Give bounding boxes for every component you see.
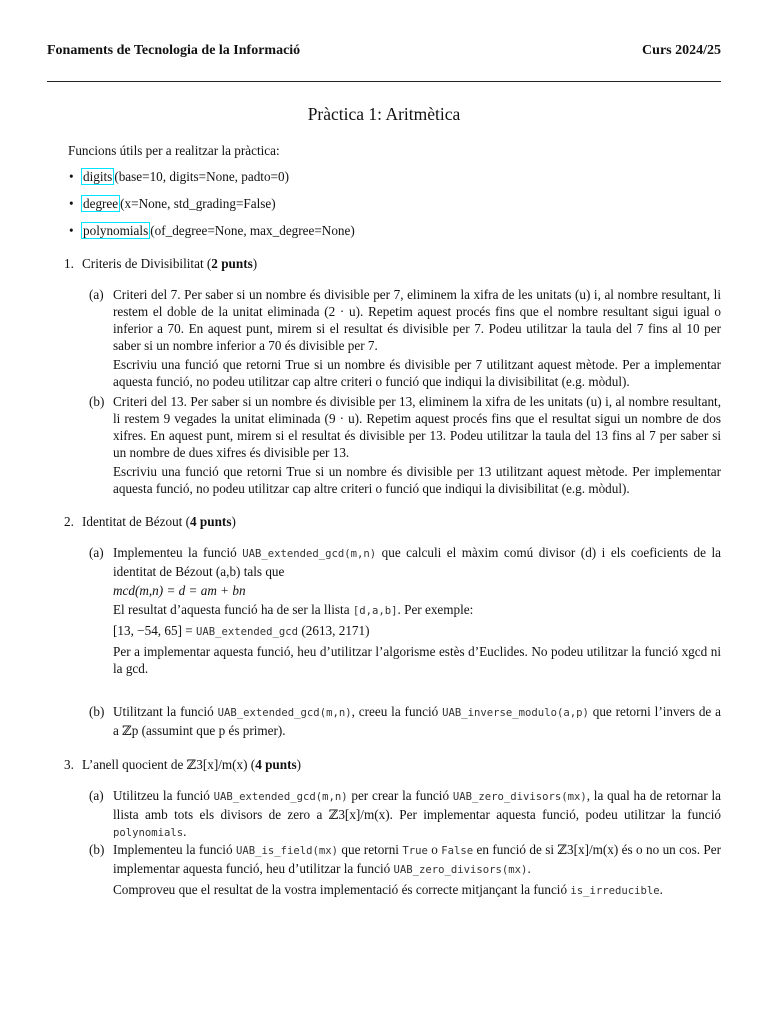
item-paragraph: Implementeu la funció UAB_is_field(mx) que retorni True o False en funció de si ℤ3[x]/m(x) és o no un cos. Per implementar aquesta funció, heu d’utilitzar la funció UAB_zero_divisors(mx).: [113, 842, 721, 876]
equation: [13, −54, 65] = UAB_extended_gcd (2613, 2171): [113, 623, 370, 638]
item-paragraph: Utilitzant la funció UAB_extended_gcd(m,n), creeu la funció UAB_inverse_modulo(a,p) que retorni l’invers de a a ℤp (assumint que p és primer).: [113, 704, 721, 738]
item-label: (a): [89, 788, 104, 803]
page-title: Pràctica 1: Aritmètica: [307, 104, 461, 124]
course-name: Fonaments de Tecnologia de la Informació: [47, 43, 301, 58]
item-label: (a): [89, 545, 104, 560]
function-args: (x=None, std_grading=False): [120, 196, 276, 211]
section-number: 3.: [64, 757, 74, 772]
function-link-digits[interactable]: digits: [83, 169, 113, 184]
header-rule: [47, 81, 721, 82]
item-paragraph: Utilitzeu la funció UAB_extended_gcd(m,n) per crear la funció UAB_zero_divisors(mx), la qual ha de retornar la llista amb tots els divisors de zero a ℤ3[x]/m(x). Per implementar aquesta funció, podeu utilitzar la funció polynomials.: [113, 788, 721, 839]
item-paragraph: Per a implementar aquesta funció, heu d’utilitzar l’algorisme estès d’Euclides. No podeu utilitzar la funció xgcd ni la gcd.: [113, 644, 721, 676]
course-year: Curs 2024/25: [642, 43, 721, 58]
page-header: [47, 42, 721, 64]
section-title: L’anell quocient de ℤ3[x]/m(x) (4 punts): [82, 757, 302, 772]
equation: mcd(m,n) = d = am + bn: [113, 583, 246, 598]
section-number: 1.: [64, 256, 74, 271]
section-title: Identitat de Bézout (4 punts): [82, 514, 236, 529]
section-3-item-b: [89, 841, 721, 902]
function-list: [68, 168, 355, 249]
function-args: (of_degree=None, max_degree=None): [150, 223, 355, 238]
item-paragraph: Criteri del 7. Per saber si un nombre és divisible per 7, eliminem la xifra de les unitats (u) i, al nombre resultant, li restem el doble de la unitat eliminada (2 · u). Repetim aquest procés fins que el nombre resultant sigui igual o inferior a 70. En aquest punt, mirem si el resultat és divisible per 7. Podeu utilitzar la taula del 7 fins al 10 per saber si un nombre inferior a 70 és divisible per 7.: [113, 287, 721, 353]
item-label: (a): [89, 287, 104, 302]
item-paragraph: Criteri del 13. Per saber si un nombre és divisible per 13, eliminem la xifra de les unitats (u) i, al nombre resultant, li restem 9 vegades la unitat eliminada (9 · u). Repetim aquest procés fins que el resultat sigui un nombre de dos xifres. En aquest punt, mirem si el resultat és divisible per 13. Podeu utilitzar la taula del 13 fins al 7 per saber si un nombre de dues xifres és divisible per 13.: [113, 394, 721, 460]
section-1-item-b: [89, 393, 721, 499]
section-2-item-a: [89, 544, 721, 679]
section-3-item-a: [89, 787, 721, 844]
section-1-item-a: [89, 286, 721, 392]
section-2-heading: [64, 513, 721, 530]
function-link-degree[interactable]: degree: [83, 196, 119, 211]
item-paragraph: Comproveu que el resultat de la vostra implementació és correcte mitjançant la funció is_irreducible.: [113, 882, 663, 897]
section-title: Criteris de Divisibilitat (2 punts): [82, 256, 258, 271]
item-paragraph: Escriviu una funció que retorni True si un nombre és divisible per 13 utilitzant aquest mètode. Per implementar aquesta funció, no podeu utilitzar cap altre criteri o funció que indiqui la divisibilitat (e.g. mòdul).: [113, 464, 721, 496]
item-paragraph: El resultat d’aquesta funció ha de ser la llista [d,a,b]. Per exemple:: [113, 602, 474, 617]
function-item: [68, 168, 355, 195]
function-link-polynomials[interactable]: polynomials: [83, 223, 149, 238]
function-item: [68, 222, 355, 249]
intro-text: Funcions útils per a realitzar la pràctica:: [68, 143, 280, 158]
section-2-item-b: [89, 703, 721, 741]
function-args: (base=10, digits=None, padto=0): [114, 169, 289, 184]
section-1-heading: [64, 255, 721, 272]
section-3-heading: [64, 756, 721, 773]
item-paragraph: Escriviu una funció que retorni True si un nombre és divisible per 7 utilitzant aquest mètode. Per a implementar aquesta funció, no podeu utilitzar cap altre criteri o funció que indiqui la divisibilitat (e.g. mòdul).: [113, 357, 721, 389]
item-label: (b): [89, 394, 105, 409]
section-number: 2.: [64, 514, 74, 529]
function-item: [68, 195, 355, 222]
item-paragraph: Implementeu la funció UAB_extended_gcd(m,n) que calculi el màxim comú divisor (d) i els coeficients de la identitat de Bézout (a,b) tals que: [113, 545, 721, 579]
item-label: (b): [89, 842, 105, 857]
item-label: (b): [89, 704, 105, 719]
